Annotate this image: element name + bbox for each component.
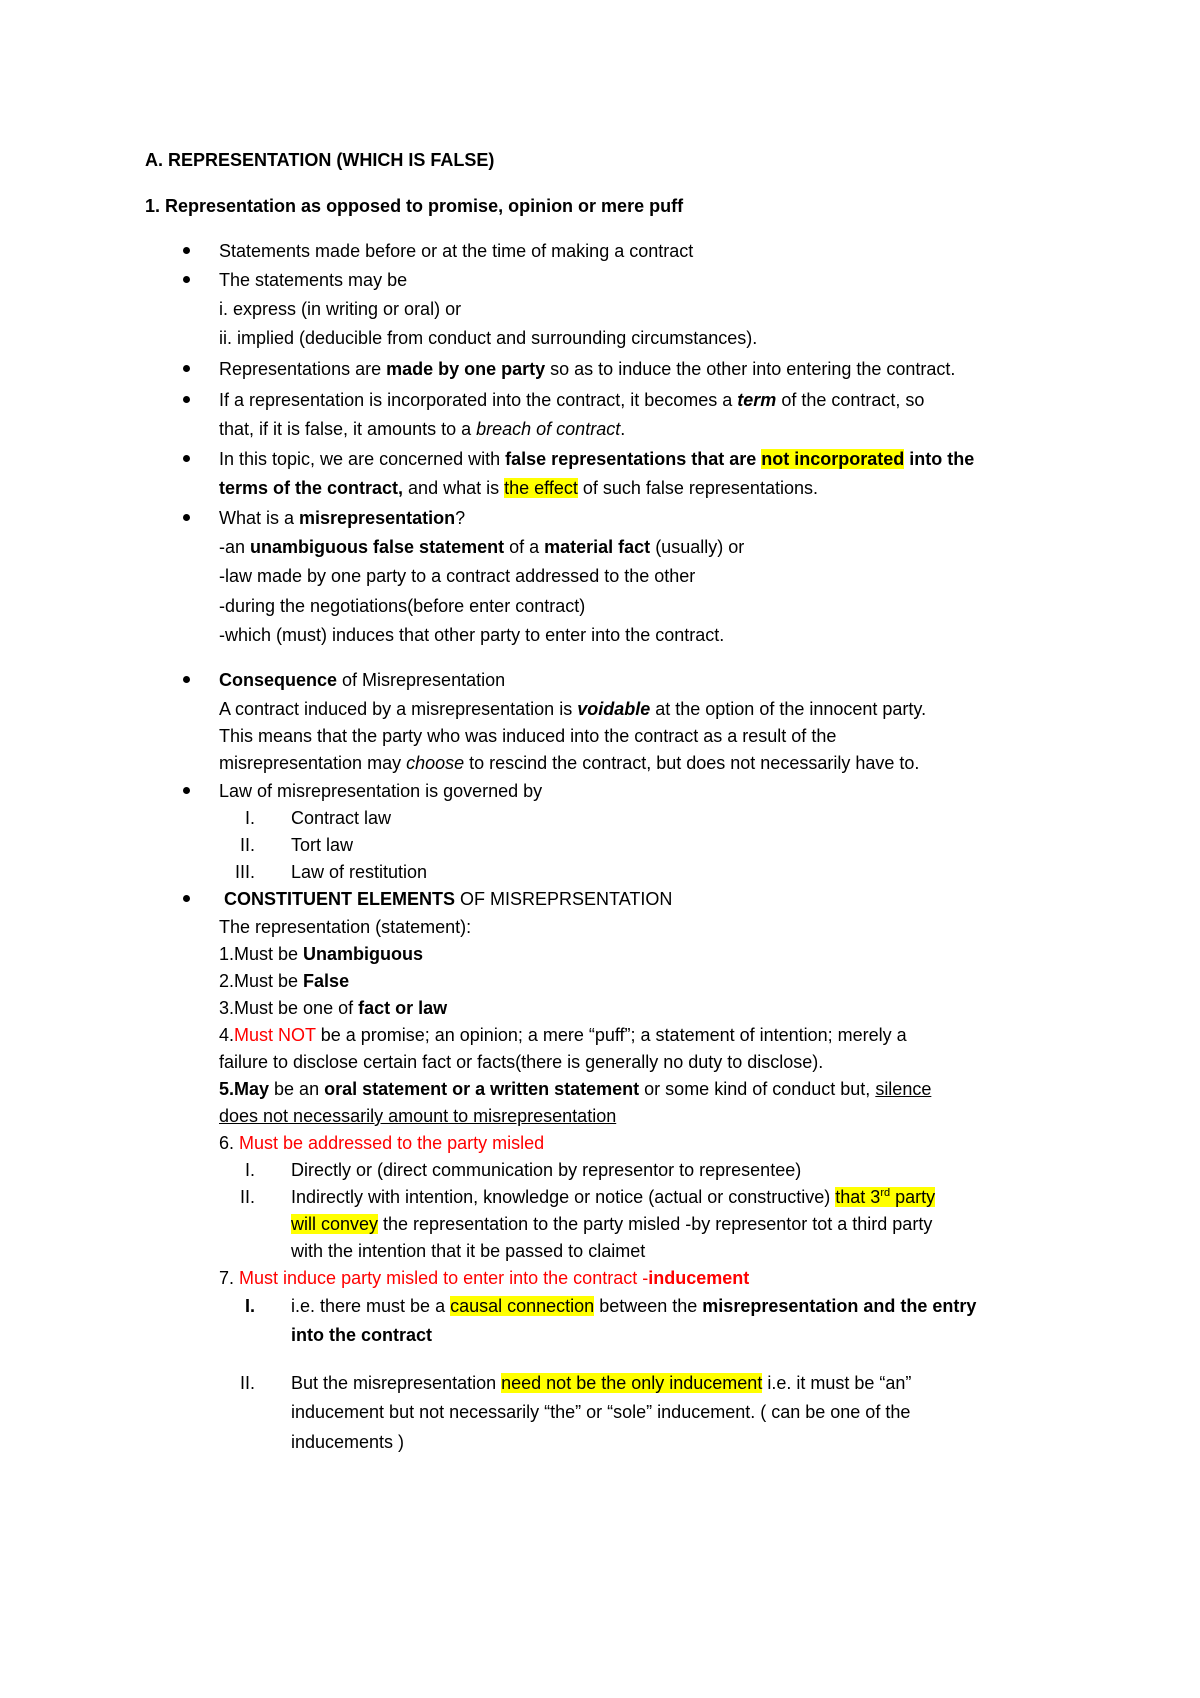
bullet-text-cont: terms of the contract, and what is the effect of such false representations. xyxy=(219,478,818,498)
bullet-dot xyxy=(183,787,190,794)
element-7: 7. Must induce party misled to enter into the contract -inducement xyxy=(219,1268,750,1288)
bullet-subline: The representation (statement): xyxy=(219,917,472,937)
list-item-cont: into the contract xyxy=(291,1325,433,1345)
list-item: But the misrepresentation need not be the only inducement i.e. it must be “an” xyxy=(291,1373,912,1393)
element-4-cont: failure to disclose certain fact or facts(there is generally no duty to disclose). xyxy=(219,1052,824,1072)
bullet-text: The statements may be xyxy=(219,270,408,290)
bullet-text: If a representation is incorporated into the contract, it becomes a term of the contract, so xyxy=(219,390,925,410)
element-1: 1.Must be Unambiguous xyxy=(219,944,424,964)
list-item: Directly or (direct communication by representor to representee) xyxy=(291,1160,802,1180)
bullet-text: Law of misrepresentation is governed by xyxy=(219,781,543,801)
element-2: 2.Must be False xyxy=(219,971,350,991)
bullet-dot xyxy=(183,396,190,403)
subsection-heading-1: 1. Representation as opposed to promise, opinion or mere puff xyxy=(145,196,684,216)
bullet-text-cont: that, if it is false, it amounts to a breach of contract. xyxy=(219,419,626,439)
bullet-dot xyxy=(183,514,190,521)
list-item-cont: will convey the representation to the party misled -by representor tot a third party xyxy=(291,1214,933,1234)
list-item: Law of restitution xyxy=(291,862,428,882)
bullet-text: CONSTITUENT ELEMENTS OF MISREPRSENTATION xyxy=(224,889,673,909)
roman-numeral: II. xyxy=(239,835,255,855)
roman-numeral: II. xyxy=(239,1373,255,1393)
bullet-subline: ii. implied (deducible from conduct and surrounding circumstances). xyxy=(219,328,758,348)
bullet-text: In this topic, we are concerned with false representations that are not incorporated into the xyxy=(219,449,975,469)
list-item-cont: with the intention that it be passed to claimet xyxy=(291,1241,646,1261)
list-item-cont: inducements ) xyxy=(291,1432,405,1452)
list-item: Indirectly with intention, knowledge or notice (actual or constructive) that 3rd party xyxy=(291,1187,936,1207)
bullet-dot xyxy=(183,895,190,902)
bullet-subline: A contract induced by a misrepresentation is voidable at the option of the innocent party. xyxy=(219,699,927,719)
list-item: Tort law xyxy=(291,835,354,855)
section-heading-a: A. REPRESENTATION (WHICH IS FALSE) xyxy=(145,150,495,170)
bullet-text: Statements made before or at the time of making a contract xyxy=(219,241,694,261)
bullet-dot xyxy=(183,247,190,254)
roman-numeral: I. xyxy=(244,808,255,828)
bullet-text: Consequence of Misrepresentation xyxy=(219,670,506,690)
roman-numeral: II. xyxy=(239,1187,255,1207)
element-3: 3.Must be one of fact or law xyxy=(219,998,448,1018)
bullet-subline: -law made by one party to a contract addressed to the other xyxy=(219,566,696,586)
bullet-text: Representations are made by one party so as to induce the other into entering the contract. xyxy=(219,359,956,379)
bullet-subline: misrepresentation may choose to rescind the contract, but does not necessarily have to. xyxy=(219,753,920,773)
roman-numeral: III. xyxy=(234,862,255,882)
element-6: 6. Must be addressed to the party misled xyxy=(219,1133,545,1153)
bullet-dot xyxy=(183,676,190,683)
element-4: 4.Must NOT be a promise; an opinion; a mere “puff”; a statement of intention; merely a xyxy=(219,1025,907,1045)
bullet-subline: i. express (in writing or oral) or xyxy=(219,299,462,319)
roman-numeral: I. xyxy=(244,1296,255,1316)
bullet-dot xyxy=(183,276,190,283)
bullet-subline: -during the negotiations(before enter contract) xyxy=(219,596,586,616)
bullet-text: What is a misrepresentation? xyxy=(219,508,466,528)
list-item: Contract law xyxy=(291,808,392,828)
bullet-subline: -which (must) induces that other party to enter into the contract. xyxy=(219,625,725,645)
roman-numeral: I. xyxy=(244,1160,255,1180)
bullet-dot xyxy=(183,455,190,462)
element-5: 5.May be an oral statement or a written statement or some kind of conduct but, silence xyxy=(219,1079,932,1099)
list-item: i.e. there must be a causal connection between the misrepresentation and the entry xyxy=(291,1296,977,1316)
bullet-subline: -an unambiguous false statement of a material fact (usually) or xyxy=(219,537,745,557)
bullet-subline: This means that the party who was induced into the contract as a result of the xyxy=(219,726,837,746)
bullet-dot xyxy=(183,365,190,372)
list-item-cont: inducement but not necessarily “the” or “sole” inducement. ( can be one of the xyxy=(291,1402,911,1422)
element-5-cont: does not necessarily amount to misrepresentation xyxy=(219,1106,617,1126)
